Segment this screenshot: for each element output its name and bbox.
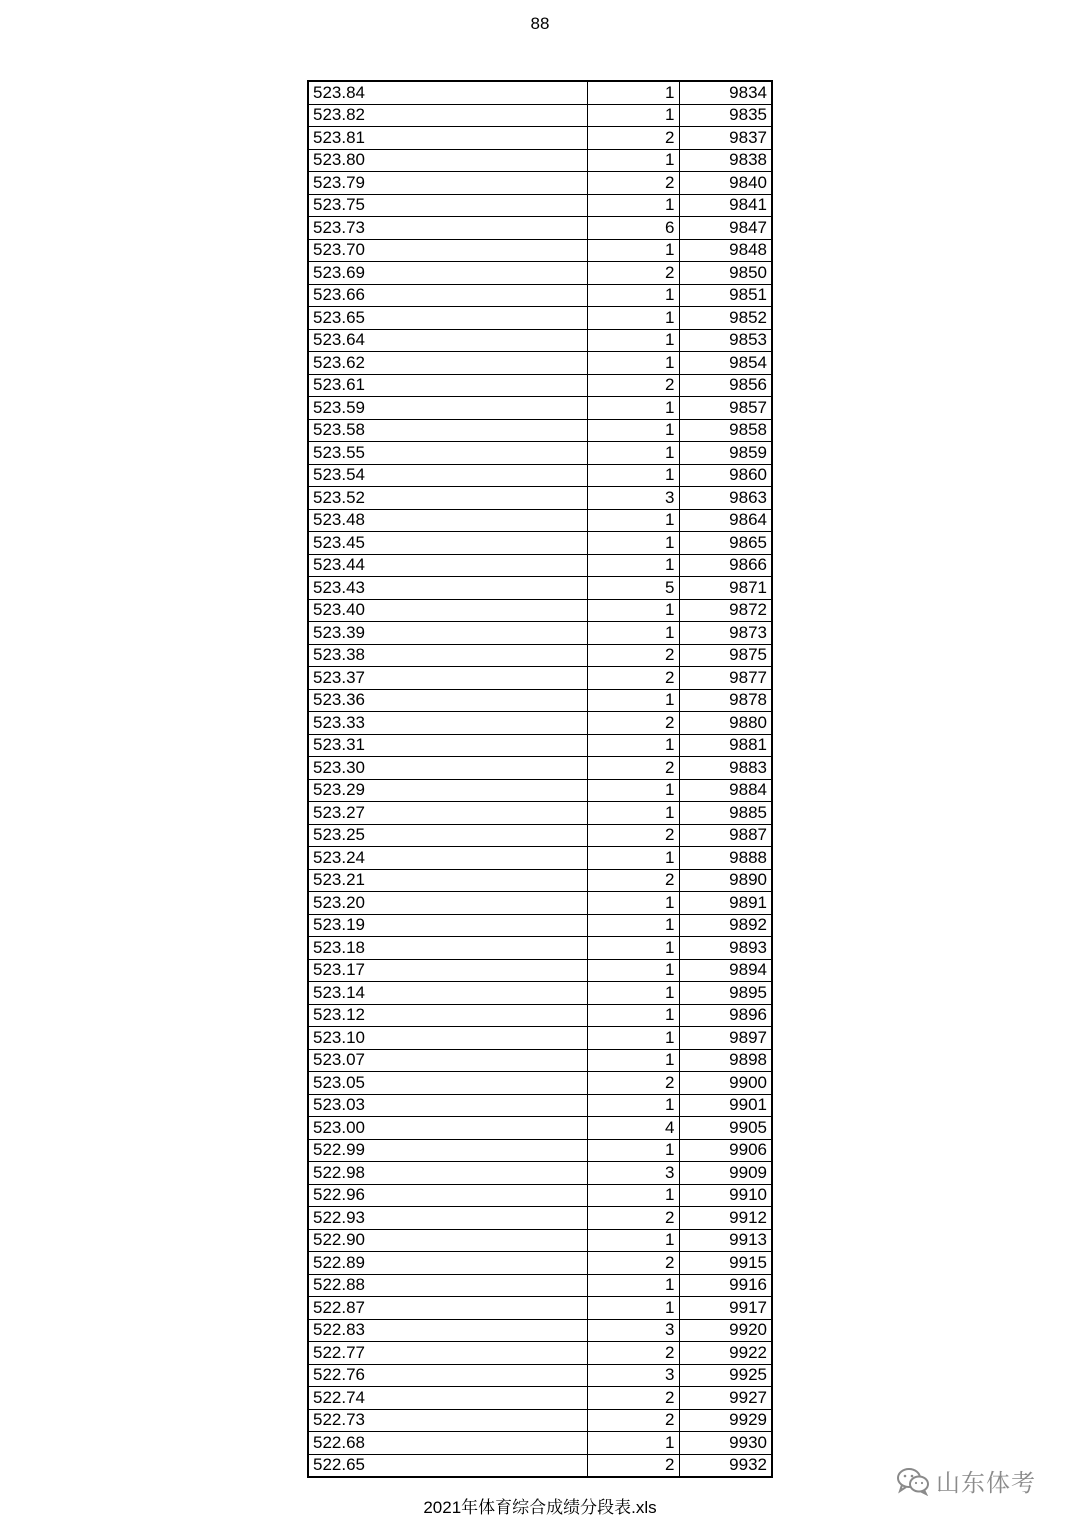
count-cell: 3	[587, 1364, 679, 1387]
score-cell: 523.39	[308, 622, 587, 645]
score-cell: 523.59	[308, 397, 587, 420]
score-cell: 523.18	[308, 937, 587, 960]
table-row	[308, 1094, 772, 1117]
score-distribution-table	[307, 80, 773, 1478]
cumulative-cell: 9925	[679, 1364, 772, 1387]
count-cell: 2	[587, 262, 679, 285]
score-cell: 523.55	[308, 442, 587, 465]
count-cell: 1	[587, 397, 679, 420]
cumulative-cell: 9906	[679, 1139, 772, 1162]
table-row	[308, 352, 772, 375]
count-cell: 1	[587, 779, 679, 802]
table-row	[308, 1229, 772, 1252]
score-cell: 523.10	[308, 1027, 587, 1050]
score-cell: 523.05	[308, 1072, 587, 1095]
score-cell: 523.48	[308, 509, 587, 532]
cumulative-cell: 9892	[679, 914, 772, 937]
count-cell: 2	[587, 1454, 679, 1477]
table-row	[308, 734, 772, 757]
count-cell: 1	[587, 284, 679, 307]
cumulative-cell: 9834	[679, 81, 772, 104]
count-cell: 1	[587, 802, 679, 825]
table-row	[308, 194, 772, 217]
score-cell: 523.58	[308, 419, 587, 442]
cumulative-cell: 9910	[679, 1184, 772, 1207]
cumulative-cell: 9866	[679, 554, 772, 577]
count-cell: 2	[587, 374, 679, 397]
cumulative-cell: 9878	[679, 689, 772, 712]
cumulative-cell: 9875	[679, 644, 772, 667]
cumulative-cell: 9932	[679, 1454, 772, 1477]
table-row	[308, 1117, 772, 1140]
score-cell: 523.80	[308, 149, 587, 172]
table-row	[308, 554, 772, 577]
cumulative-cell: 9913	[679, 1229, 772, 1252]
table-row	[308, 689, 772, 712]
score-cell: 522.90	[308, 1229, 587, 1252]
cumulative-cell: 9860	[679, 464, 772, 487]
score-cell: 522.99	[308, 1139, 587, 1162]
count-cell: 1	[587, 689, 679, 712]
cumulative-cell: 9865	[679, 532, 772, 555]
score-cell: 522.87	[308, 1297, 587, 1320]
table-row	[308, 982, 772, 1005]
cumulative-cell: 9857	[679, 397, 772, 420]
count-cell: 2	[587, 757, 679, 780]
cumulative-cell: 9871	[679, 577, 772, 600]
score-cell: 523.36	[308, 689, 587, 712]
footer-filename: 2021年体育综合成绩分段表.xls	[423, 1498, 657, 1517]
count-cell: 2	[587, 172, 679, 195]
count-cell: 1	[587, 914, 679, 937]
table-row	[308, 1342, 772, 1365]
cumulative-cell: 9894	[679, 959, 772, 982]
table-row	[308, 914, 772, 937]
table-row	[308, 892, 772, 915]
table-row	[308, 239, 772, 262]
table-row	[308, 1252, 772, 1275]
table-row	[308, 644, 772, 667]
cumulative-cell: 9916	[679, 1274, 772, 1297]
score-cell: 523.61	[308, 374, 587, 397]
score-cell: 523.69	[308, 262, 587, 285]
score-cell: 522.89	[308, 1252, 587, 1275]
score-cell: 523.33	[308, 712, 587, 735]
cumulative-cell: 9864	[679, 509, 772, 532]
cumulative-cell: 9885	[679, 802, 772, 825]
cumulative-cell: 9900	[679, 1072, 772, 1095]
table-row	[308, 104, 772, 127]
cumulative-cell: 9854	[679, 352, 772, 375]
cumulative-cell: 9872	[679, 599, 772, 622]
score-cell: 523.27	[308, 802, 587, 825]
table-row	[308, 577, 772, 600]
count-cell: 1	[587, 1432, 679, 1455]
score-cell: 523.75	[308, 194, 587, 217]
count-cell: 1	[587, 1139, 679, 1162]
table-row	[308, 1319, 772, 1342]
count-cell: 1	[587, 81, 679, 104]
count-cell: 2	[587, 1409, 679, 1432]
table-row	[308, 1027, 772, 1050]
score-cell: 523.07	[308, 1049, 587, 1072]
cumulative-cell: 9898	[679, 1049, 772, 1072]
count-cell: 1	[587, 554, 679, 577]
cumulative-cell: 9895	[679, 982, 772, 1005]
count-cell: 6	[587, 217, 679, 240]
count-cell: 1	[587, 149, 679, 172]
count-cell: 1	[587, 1004, 679, 1027]
count-cell: 2	[587, 712, 679, 735]
count-cell: 1	[587, 239, 679, 262]
table-row	[308, 419, 772, 442]
score-cell: 523.03	[308, 1094, 587, 1117]
table-row	[308, 622, 772, 645]
cumulative-cell: 9887	[679, 824, 772, 847]
count-cell: 2	[587, 824, 679, 847]
count-cell: 1	[587, 532, 679, 555]
table-row	[308, 824, 772, 847]
score-cell: 523.65	[308, 307, 587, 330]
count-cell: 3	[587, 1162, 679, 1185]
table-row	[308, 1297, 772, 1320]
score-cell: 522.74	[308, 1387, 587, 1410]
score-cell: 523.70	[308, 239, 587, 262]
table-row	[308, 532, 772, 555]
count-cell: 1	[587, 959, 679, 982]
score-cell: 523.00	[308, 1117, 587, 1140]
count-cell: 1	[587, 599, 679, 622]
score-cell: 523.21	[308, 869, 587, 892]
count-cell: 1	[587, 1297, 679, 1320]
table-row	[308, 1364, 772, 1387]
score-cell: 523.40	[308, 599, 587, 622]
score-cell: 523.73	[308, 217, 587, 240]
table-row	[308, 869, 772, 892]
score-cell: 523.64	[308, 329, 587, 352]
table-row	[308, 509, 772, 532]
score-cell: 523.31	[308, 734, 587, 757]
score-cell: 523.29	[308, 779, 587, 802]
score-cell: 523.38	[308, 644, 587, 667]
count-cell: 3	[587, 1319, 679, 1342]
score-cell: 523.84	[308, 81, 587, 104]
count-cell: 1	[587, 1049, 679, 1072]
table-row	[308, 262, 772, 285]
table-row	[308, 1387, 772, 1410]
count-cell: 5	[587, 577, 679, 600]
cumulative-cell: 9917	[679, 1297, 772, 1320]
table-row	[308, 1454, 772, 1477]
score-cell: 522.76	[308, 1364, 587, 1387]
table-row	[308, 374, 772, 397]
cumulative-cell: 9850	[679, 262, 772, 285]
count-cell: 1	[587, 734, 679, 757]
count-cell: 1	[587, 419, 679, 442]
cumulative-cell: 9884	[679, 779, 772, 802]
count-cell: 3	[587, 487, 679, 510]
score-cell: 522.93	[308, 1207, 587, 1230]
table-row	[308, 172, 772, 195]
table-row	[308, 81, 772, 104]
cumulative-cell: 9893	[679, 937, 772, 960]
count-cell: 1	[587, 847, 679, 870]
table-row	[308, 1072, 772, 1095]
watermark-text: 山东体考	[936, 1470, 1036, 1497]
cumulative-cell: 9909	[679, 1162, 772, 1185]
table-row	[308, 1004, 772, 1027]
table-row	[308, 149, 772, 172]
table-row	[308, 1139, 772, 1162]
cumulative-cell: 9863	[679, 487, 772, 510]
score-cell: 523.54	[308, 464, 587, 487]
cumulative-cell: 9859	[679, 442, 772, 465]
score-cell: 523.45	[308, 532, 587, 555]
cumulative-cell: 9851	[679, 284, 772, 307]
cumulative-cell: 9841	[679, 194, 772, 217]
table-row	[308, 284, 772, 307]
score-cell: 523.19	[308, 914, 587, 937]
count-cell: 1	[587, 1027, 679, 1050]
table-row	[308, 1162, 772, 1185]
score-cell: 522.96	[308, 1184, 587, 1207]
cumulative-cell: 9929	[679, 1409, 772, 1432]
table-row	[308, 1184, 772, 1207]
score-cell: 523.20	[308, 892, 587, 915]
score-cell: 523.79	[308, 172, 587, 195]
count-cell: 1	[587, 892, 679, 915]
cumulative-cell: 9890	[679, 869, 772, 892]
score-cell: 522.77	[308, 1342, 587, 1365]
cumulative-cell: 9881	[679, 734, 772, 757]
score-cell: 523.52	[308, 487, 587, 510]
count-cell: 2	[587, 644, 679, 667]
page-number: 88	[530, 14, 550, 33]
cumulative-cell: 9856	[679, 374, 772, 397]
count-cell: 2	[587, 667, 679, 690]
table-row	[308, 937, 772, 960]
count-cell: 1	[587, 194, 679, 217]
count-cell: 2	[587, 1387, 679, 1410]
score-cell: 522.73	[308, 1409, 587, 1432]
cumulative-cell: 9873	[679, 622, 772, 645]
count-cell: 1	[587, 1094, 679, 1117]
score-cell: 523.82	[308, 104, 587, 127]
table-row	[308, 1049, 772, 1072]
score-cell: 523.24	[308, 847, 587, 870]
table-row	[308, 712, 772, 735]
cumulative-cell: 9835	[679, 104, 772, 127]
cumulative-cell: 9891	[679, 892, 772, 915]
cumulative-cell: 9915	[679, 1252, 772, 1275]
table-body	[308, 81, 772, 1477]
count-cell: 4	[587, 1117, 679, 1140]
table-row	[308, 1274, 772, 1297]
cumulative-cell: 9896	[679, 1004, 772, 1027]
table-row	[308, 757, 772, 780]
count-cell: 2	[587, 1207, 679, 1230]
score-cell: 523.81	[308, 127, 587, 150]
wechat-icon	[896, 1466, 930, 1496]
score-cell: 523.30	[308, 757, 587, 780]
score-cell: 523.44	[308, 554, 587, 577]
table-row	[308, 959, 772, 982]
table-row	[308, 1207, 772, 1230]
cumulative-cell: 9880	[679, 712, 772, 735]
count-cell: 1	[587, 1229, 679, 1252]
score-cell: 522.88	[308, 1274, 587, 1297]
cumulative-cell: 9840	[679, 172, 772, 195]
cumulative-cell: 9883	[679, 757, 772, 780]
count-cell: 1	[587, 982, 679, 1005]
table-row	[308, 802, 772, 825]
score-cell: 523.62	[308, 352, 587, 375]
cumulative-cell: 9877	[679, 667, 772, 690]
table-row	[308, 127, 772, 150]
score-cell: 523.17	[308, 959, 587, 982]
score-cell: 523.12	[308, 1004, 587, 1027]
cumulative-cell: 9901	[679, 1094, 772, 1117]
table-row	[308, 397, 772, 420]
count-cell: 1	[587, 622, 679, 645]
cumulative-cell: 9897	[679, 1027, 772, 1050]
count-cell: 1	[587, 1184, 679, 1207]
table-row	[308, 667, 772, 690]
count-cell: 2	[587, 127, 679, 150]
table-row	[308, 599, 772, 622]
score-cell: 523.37	[308, 667, 587, 690]
count-cell: 1	[587, 937, 679, 960]
cumulative-cell: 9922	[679, 1342, 772, 1365]
cumulative-cell: 9905	[679, 1117, 772, 1140]
score-cell: 523.25	[308, 824, 587, 847]
count-cell: 1	[587, 352, 679, 375]
cumulative-cell: 9837	[679, 127, 772, 150]
score-cell: 522.68	[308, 1432, 587, 1455]
table-row	[308, 1409, 772, 1432]
cumulative-cell: 9848	[679, 239, 772, 262]
count-cell: 1	[587, 442, 679, 465]
count-cell: 1	[587, 464, 679, 487]
score-cell: 523.43	[308, 577, 587, 600]
cumulative-cell: 9852	[679, 307, 772, 330]
cumulative-cell: 9930	[679, 1432, 772, 1455]
table-row	[308, 442, 772, 465]
count-cell: 1	[587, 307, 679, 330]
score-cell: 523.14	[308, 982, 587, 1005]
count-cell: 2	[587, 1072, 679, 1095]
cumulative-cell: 9920	[679, 1319, 772, 1342]
cumulative-cell: 9927	[679, 1387, 772, 1410]
cumulative-cell: 9853	[679, 329, 772, 352]
table-row	[308, 847, 772, 870]
table-row	[308, 1432, 772, 1455]
cumulative-cell: 9838	[679, 149, 772, 172]
score-cell: 522.65	[308, 1454, 587, 1477]
score-cell: 522.83	[308, 1319, 587, 1342]
count-cell: 2	[587, 1252, 679, 1275]
count-cell: 2	[587, 1342, 679, 1365]
cumulative-cell: 9858	[679, 419, 772, 442]
table-row	[308, 307, 772, 330]
count-cell: 1	[587, 509, 679, 532]
table-row	[308, 487, 772, 510]
table-row	[308, 329, 772, 352]
cumulative-cell: 9847	[679, 217, 772, 240]
score-cell: 522.98	[308, 1162, 587, 1185]
cumulative-cell: 9912	[679, 1207, 772, 1230]
cumulative-cell: 9888	[679, 847, 772, 870]
watermark	[896, 1463, 1036, 1498]
count-cell: 1	[587, 1274, 679, 1297]
table-row	[308, 217, 772, 240]
count-cell: 2	[587, 869, 679, 892]
table-row	[308, 779, 772, 802]
table-row	[308, 464, 772, 487]
count-cell: 1	[587, 104, 679, 127]
count-cell: 1	[587, 329, 679, 352]
score-cell: 523.66	[308, 284, 587, 307]
